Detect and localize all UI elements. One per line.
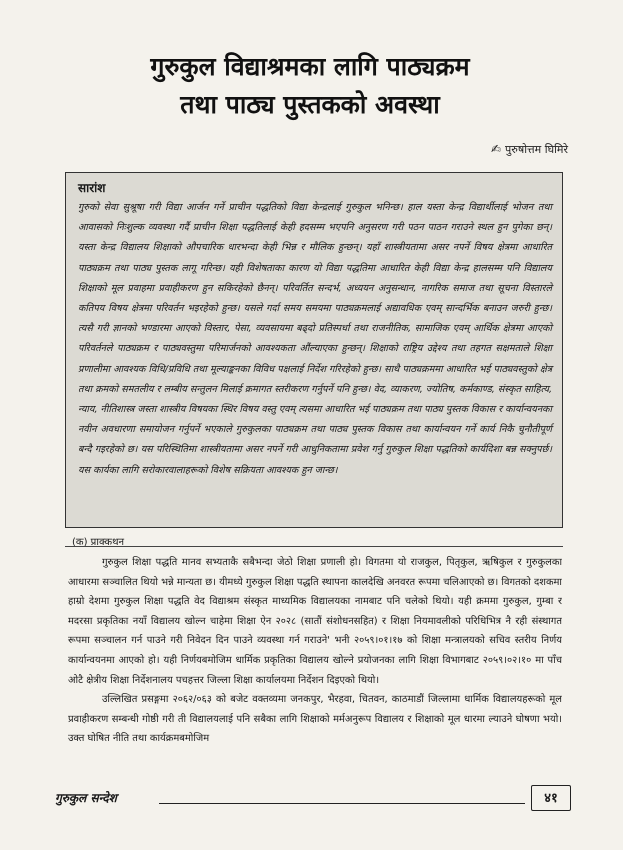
paragraph-1: गुरुकुल शिक्षा पद्धति मानव सभ्यताकै सबैभन्दा जेठो शिक्षा प्रणाली हो। विगतमा यो राजकुल, पितृकुल, ऋषिकुल र गुरुकुलका आधारमा सञ्चालित थियो भन्ने मान्यता छ। यीमध्ये गुरुकुल शिक्षा पद्धति स्थापना कालदेखि अनवरत रूपमा चलिआएको छ। विगतको दशकमा हाम्रो देशमा गुरुकुल शिक्षा पद्धति वेद विद्याश्रम संस्कृत माध्यमिक विद्यालयका नामबाट पनि चलेको थियो। यही क्रममा गुरुकुल, गुम्बा र मदरसा प्रकृतिका नयाँ विद्यालय खोल्न चाहेमा शिक्षा ऐन २०२८ (सातौं संशोधनसहित) र शिक्षा नियमावलीको परिधिभित्र नै रही संस्थागत रूपमा सञ्चालन गर्न पाउने गरी निवेदन दिन पाउने व्यवस्था गर्न गराउने' भनी २०५९।०१।१७ को शिक्षा मन्त्रालयको सचिव स्तरीय निर्णय कार्यान्वयनमा आएको हो। यही निर्णयबमोजिम धार्मिक प्रकृतिका विद्यालय खोल्ने प्रयोजनका लागि शिक्षा विभागबाट २०५९।०२।१० मा पाँच ओटै क्षेत्रीय शिक्षा निर्देशनालय पचहत्तर जिल्ला शिक्षा कार्यालयमा निर्देशन दिइएको थियो।	[68, 557, 562, 686]
title-line-1: गुरुकुल विद्याश्रमका लागि पाठ्यक्रम	[150, 52, 470, 81]
body-text	[68, 553, 562, 749]
page-number: ४१	[531, 785, 571, 811]
abstract-text: गुरुको सेवा सुश्रूषा गरी विद्या आर्जन गर्ने प्राचीन पद्धतिको विद्या केन्द्रलाई गुरुकुल भनिन्छ। हाल यस्ता केन्द्र विद्यार्थीलाई भोजन तथा आवासको निःशुल्क व्यवस्था गर्दै प्राचीन शिक्षा पद्धतिलाई केही हदसम्म भएपनि अनुसरण गरी पठन पाठन गराउने स्थल हुन पुगेका छन्। यस्ता केन्द्र विद्यालय शिक्षाको औपचारिक धारभन्दा केही भिन्न र मौलिक हुन्छन्। यहाँ शास्त्रीयतामा असर नपर्ने विषय क्षेत्रमा आधारित पाठ्यक्रम तथा पाठ्य पुस्तक लागू गरिन्छ। यही विशेषताका कारण यो विद्या पद्धतिमा आधारित केही विद्या केन्द्र हालसम्म पनि विद्यालय शिक्षाको मूल प्रवाहमा प्रवाहीकरण हुन सकिरहेको छैनन्। परिवर्तित सन्दर्भ, अध्ययन अनुसन्धान, नागरिक समाज तथा सूचना विस्तारले कतिपय विषय क्षेत्रमा परिवर्तन भइरहेको हुन्छ। यसले गर्दा समय समयमा पाठ्यक्रमलाई अद्यावधिक एवम् सान्दर्भिक बनाउन जरुरी हुन्छ। त्यसै गरी ज्ञानको भण्डारमा आएको विस्तार, पेसा, व्यवसायमा बढ्दो प्रतिस्पर्धा तथा राजनीतिक, सामाजिक एवम् आर्थिक क्षेत्रमा आएको परिवर्तनले पाठ्यक्रम र पाठ्यवस्तुमा परिमार्जनको आवश्यकता औंल्याएका हुन्छन्। शिक्षाको राष्ट्रिय उद्देश्य तथा तहगत सक्षमताले शिक्षा प्रणालीमा आवश्यक विधि/प्रविधि तथा मूल्याङ्कनका विविध पक्षलाई निर्देश गरिरहेको हुन्छ। साथै पाठ्यक्रममा आधारित भई पाठ्यवस्तुको क्षेत्र तथा क्रमको समतलीय र लम्बीय सन्तुलन मिलाई क्रमागत स्तरीकरण गर्नुपर्ने पनि हुन्छ। वेद, व्याकरण, ज्योतिष, कर्मकाण्ड, संस्कृत साहित्य, न्याय, नीतिशास्त्र जस्ता शास्त्रीय विषयका स्थिर विषय वस्तु एवम् त्यसमा आधारित भई पाठ्यक्रम तथा पाठ्य पुस्तक विकास र कार्यान्वयनका नवीन अवधारणा समायोजन गर्नुपर्ने भएकाले गुरुकुलका पाठ्यक्रम तथा पाठ्य पुस्तक विकास तथा कार्यान्वयन गर्ने कार्य निकै चुनौतीपूर्ण बन्दै गइरहेको छ। यस परिस्थितिमा शास्त्रीयतामा असर नपर्ने गरी आधुनिकतामा प्रवेश गर्नु गुरुकुल शिक्षा पद्धतिको कार्यदिशा बन्न सक्नुपर्छ। यस कार्यका लागि सरोकारवालाहरूको विशेष सक्रियता आवश्यक हुन जान्छ।	[78, 202, 553, 476]
title-line-2: तथा पाठ्य पुस्तकको अवस्था	[180, 90, 440, 119]
section-label: (क) प्राक्कथन	[72, 537, 125, 548]
section-divider	[65, 546, 563, 547]
abstract-heading: सारांश	[78, 181, 106, 195]
paragraph-2: उल्लिखित प्रसङ्गमा २०६२/०६३ को बजेट वक्तव्यमा जनकपुर, भैरहवा, चितवन, काठमाडौं जिल्लामा धार्मिक विद्यालयहरूको मूल प्रवाहीकरण सम्बन्धी गोष्ठी गरी ती विद्यालयलाई पनि सबैका लागि शिक्षाको मर्मअनुरूप विद्यालय र शिक्षाको मूल धारमा ल्याउने घोषणा भयो। उक्त घोषित नीति तथा कार्यक्रमबमोजिम	[68, 694, 562, 745]
page-footer	[55, 783, 575, 815]
author-byline	[491, 142, 568, 157]
author-name: पुरुषोत्तम घिमिरे	[505, 143, 568, 156]
publication-name: गुरुकुल सन्देश	[55, 791, 117, 805]
abstract-box	[65, 172, 563, 528]
footer-divider	[159, 803, 525, 804]
article-title	[60, 48, 560, 124]
pen-icon: ✍	[490, 142, 502, 156]
